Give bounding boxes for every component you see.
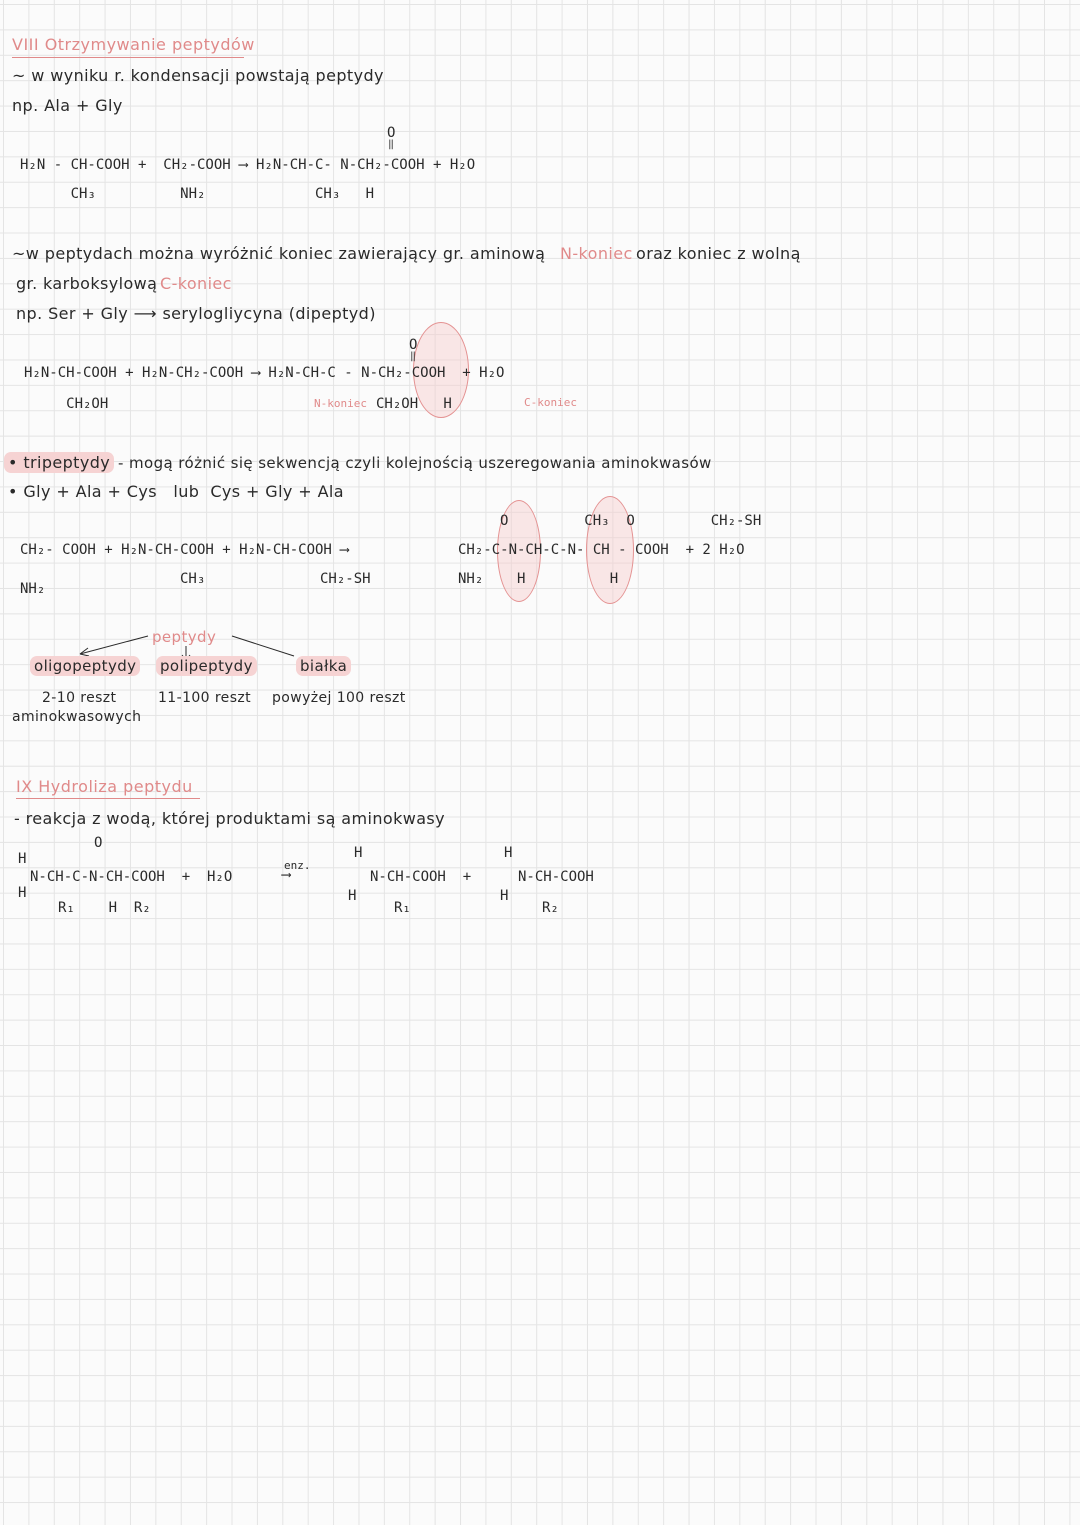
double-bond: ‖: [388, 139, 395, 150]
carbonyl-oxygen: O: [387, 125, 396, 141]
example-ser-gly: np. Ser + Gly ⟶ serylogliycyna (dipeptyd): [16, 304, 376, 323]
oligopeptides-label: oligopeptydy: [30, 659, 140, 674]
hydrogen-5: H: [504, 845, 513, 861]
carbonyl-oxygen: O: [409, 337, 418, 353]
oligo-range-2: aminokwasowych: [12, 709, 142, 725]
reaction-3-right: CH₂-C-N-CH-C-N- CH - COOH + 2 H₂O: [458, 542, 745, 558]
reaction-4-left-sub: R₁ H R₂: [58, 900, 151, 916]
reaction-4-product-2-sub: R₂: [542, 900, 559, 916]
termini-line-a: ~w peptydach można wyróżnić koniec zawierający gr. aminową: [12, 244, 546, 263]
reaction-arrow: ⟶: [282, 867, 291, 883]
oligo-range: 2-10 reszt: [42, 690, 117, 706]
tripeptide-example: • Gly + Ala + Cys lub Cys + Gly + Ala: [8, 482, 344, 501]
hydrogen-3: H: [354, 845, 363, 861]
hydrolysis-line: - reakcja z wodą, której produktami są aminokwasy: [14, 809, 446, 828]
condensation-line: ~ w wyniku r. kondensacji powstają peptydy: [12, 66, 384, 85]
n-end-label: N-koniec: [314, 397, 367, 410]
c-end-text: C-koniec: [160, 274, 232, 293]
reaction-1-substituents: CH₃ NH₂ CH₃ H: [20, 186, 375, 202]
example-ala-gly: np. Ala + Gly: [12, 96, 123, 115]
c-end-label: C-koniec: [524, 396, 577, 409]
reaction-2-substituent: CH₂OH: [24, 396, 109, 412]
reaction-4-product-1-sub: R₁: [394, 900, 411, 916]
reaction-3-top: O CH₃ O CH₂-SH: [500, 513, 762, 529]
section-8-heading: VIII Otrzymywanie peptydów: [12, 35, 255, 54]
reaction-2-product-substituent: CH₂OH H: [376, 396, 452, 412]
tripeptides-text: - mogą różnić się sekwencją czyli kolejnością uszeregowania aminokwasów: [118, 454, 712, 472]
reaction-3-left: CH₂- COOH + H₂N-CH-COOH + H₂N-CH-COOH ⟶: [20, 542, 349, 558]
proteins-range: powyżej 100 reszt: [272, 690, 406, 706]
heading-underline: [16, 798, 200, 799]
polypeptides-label: polipeptydy: [156, 659, 257, 674]
reaction-3-right-sub: NH₂ H H: [458, 571, 619, 587]
double-bond: ‖: [410, 351, 417, 362]
termini-line-b: oraz koniec z wolną: [636, 244, 801, 263]
carbonyl-oxygen: O: [94, 835, 103, 851]
reaction-4-product-1: N-CH-COOH +: [370, 869, 472, 885]
peptides-root: peptydy: [152, 628, 217, 646]
termini-line-c: gr. karboksylową: [16, 274, 158, 293]
reaction-4-product-2: N-CH-COOH: [518, 869, 594, 885]
hydrogen-6: H: [500, 888, 509, 904]
hydrogen-1: H: [18, 851, 27, 867]
tripeptides-label: • tripeptydy: [4, 455, 114, 471]
enzyme-label: enz.: [284, 859, 311, 872]
hydrogen-2: H: [18, 885, 27, 901]
poly-range: 11-100 reszt: [158, 690, 252, 706]
hydrogen-4: H: [348, 888, 357, 904]
reaction-3-left-sub2: CH₃: [180, 571, 206, 587]
reaction-3-left-sub1: NH₂: [20, 581, 46, 597]
proteins-label: białka: [296, 659, 351, 674]
n-end-text: N-koniec: [560, 244, 633, 263]
reaction-1-main: H₂N - CH-COOH + CH₂-COOH ⟶ H₂N-CH-C- N-CH₂-COOH + H₂O: [20, 157, 476, 173]
reaction-3-left-sub3: CH₂-SH: [320, 571, 371, 587]
section-9-heading: IX Hydroliza peptydu: [16, 777, 193, 796]
reaction-4-left: N-CH-C-N-CH-COOH + H₂O: [30, 869, 233, 885]
reaction-2-main: H₂N-CH-COOH + H₂N-CH₂-COOH ⟶ H₂N-CH-C - N-CH₂-COOH + H₂O: [24, 365, 505, 381]
